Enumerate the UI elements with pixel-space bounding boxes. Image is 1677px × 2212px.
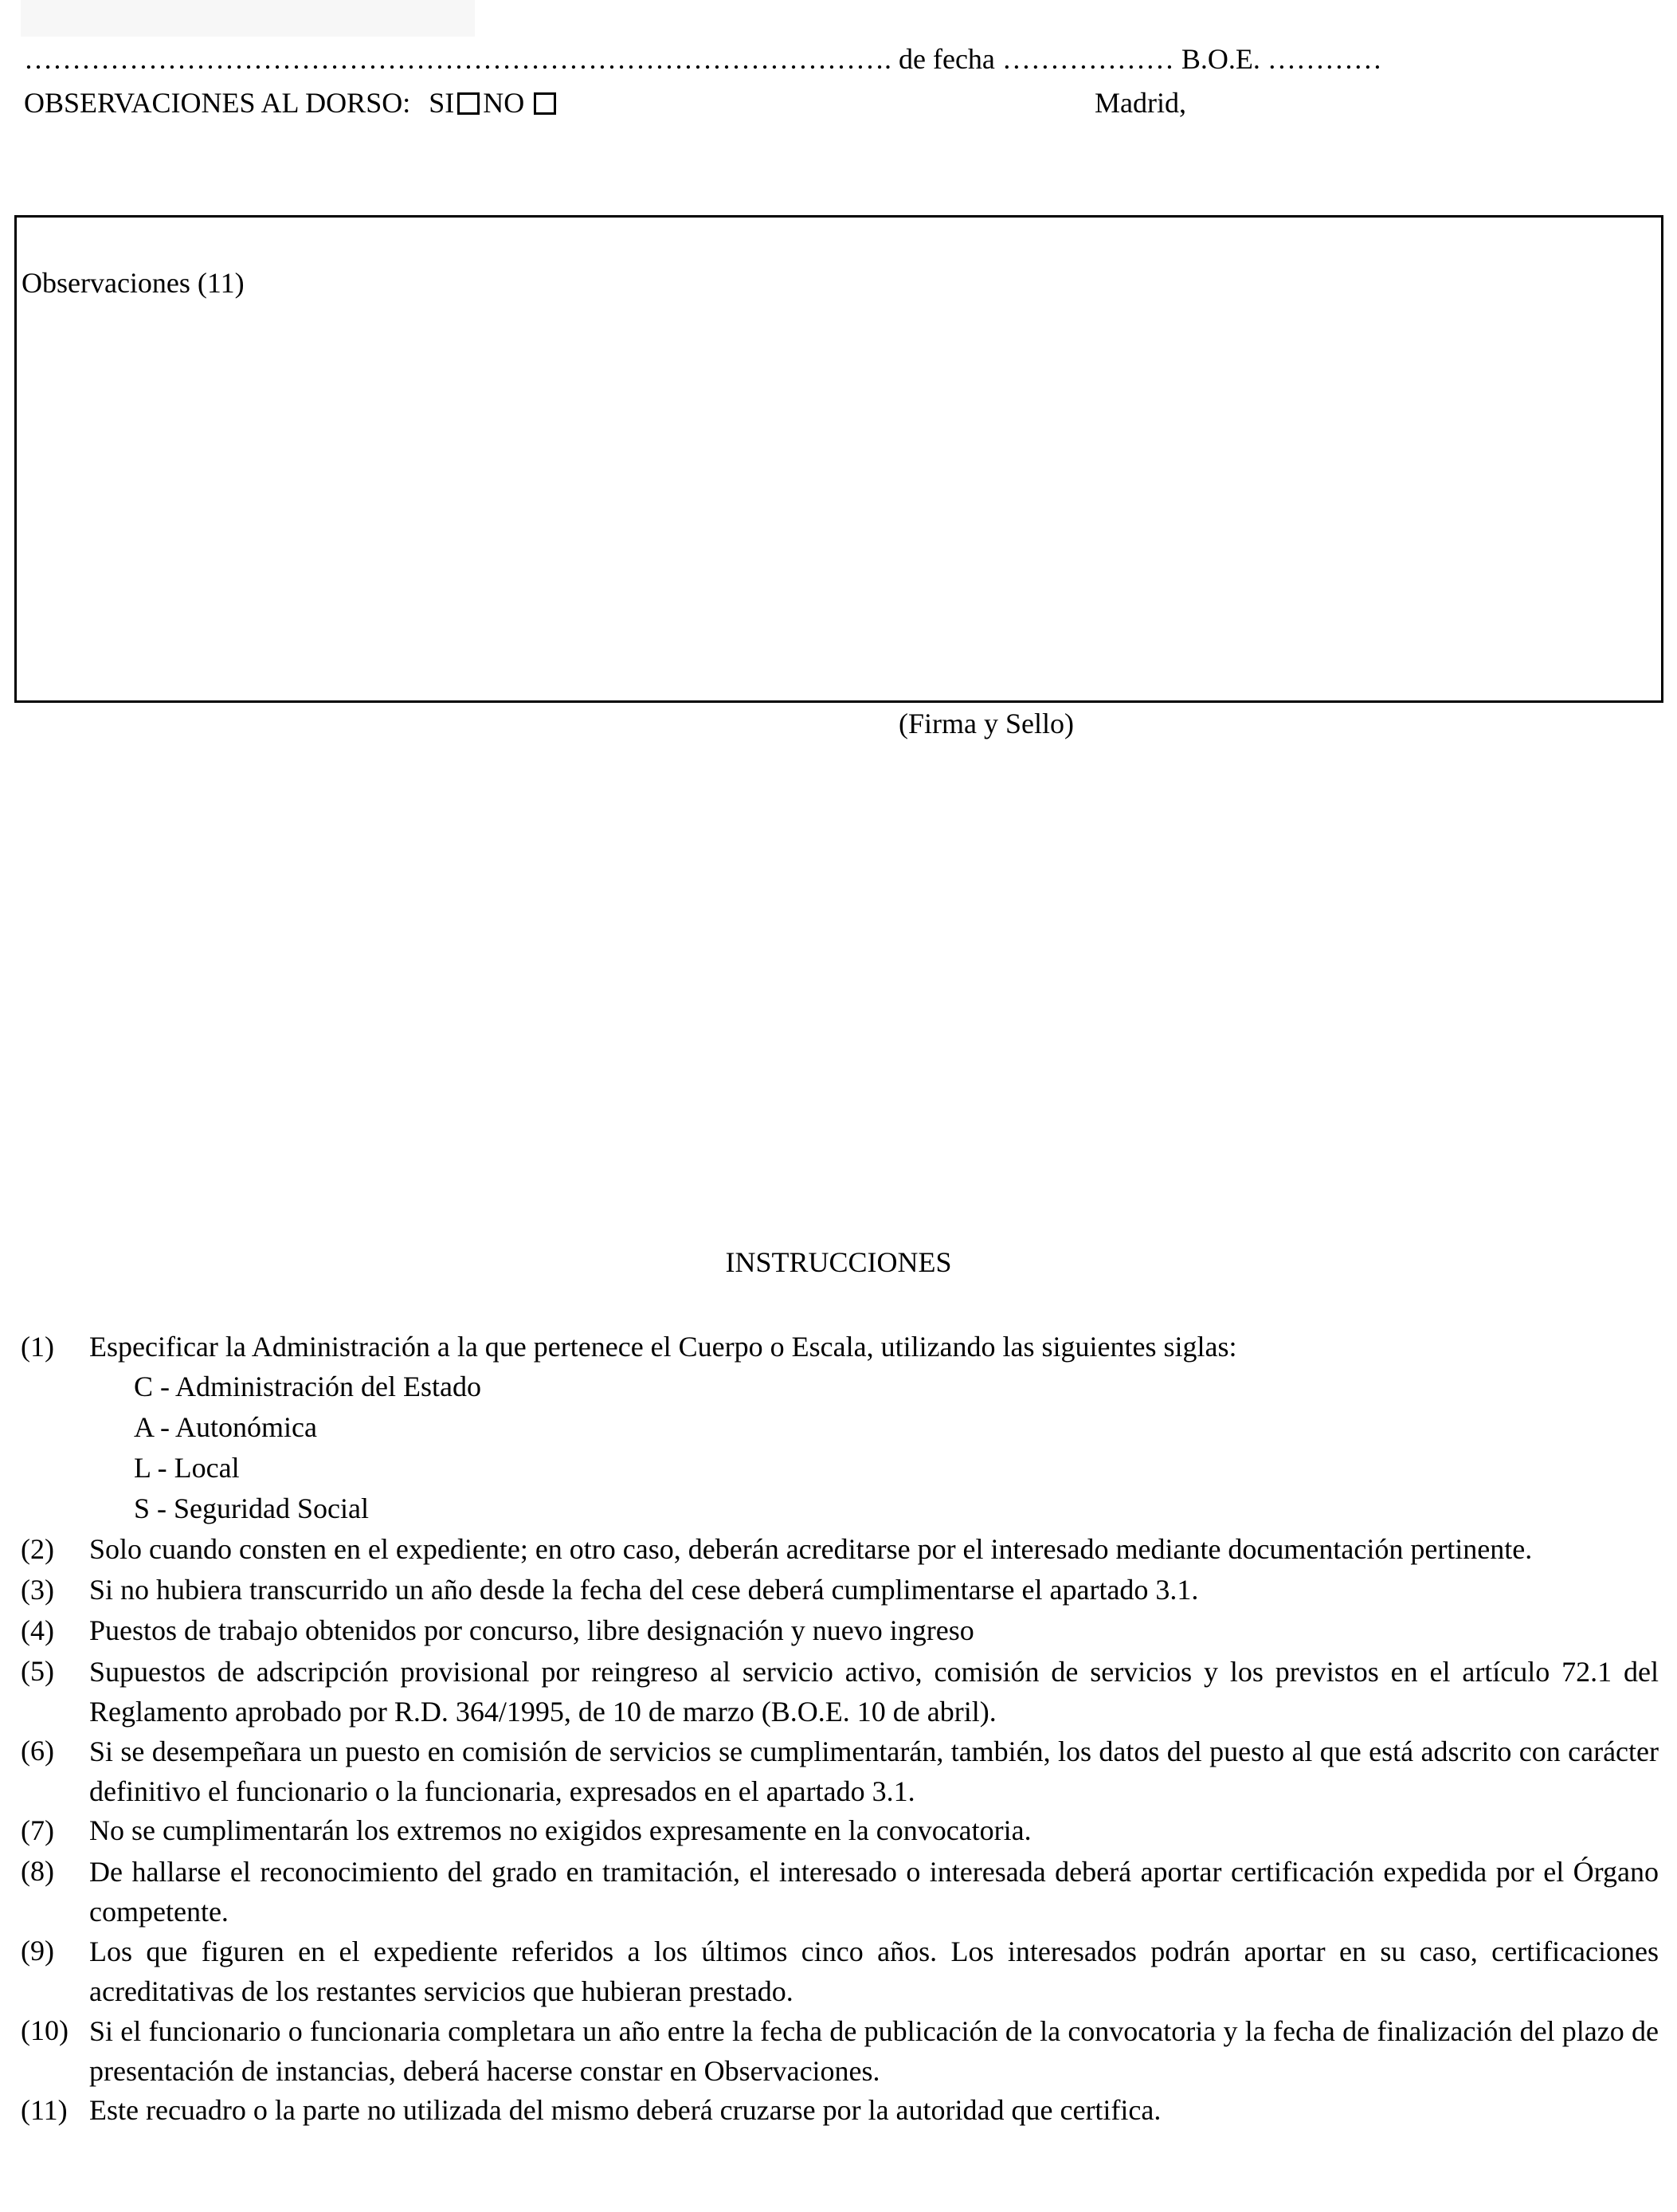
instruction-number: (11) <box>21 2094 68 2126</box>
instruction-number: (6) <box>21 1735 54 1767</box>
instruction-1 <box>21 1328 1662 1527</box>
sigla-estado: C - Administración del Estado <box>134 1371 481 1402</box>
instruction-text: Supuestos de adscripción provisional por reingreso al servicio activo, comisión de servicios y los previstos en el artículo 72.1 del Reglamento aprobado por R.D. 364/1995, de 10 de marzo (B.O.E. 10 de abril). <box>89 1656 1659 1728</box>
instruction-text: Solo cuando consten en el expediente; en otro caso, deberán acreditarse por el interesado mediante documentación pertinente. <box>89 1533 1533 1565</box>
si-checkbox[interactable] <box>457 92 480 115</box>
no-checkbox[interactable] <box>534 92 556 115</box>
instruction-text: Si se desempeñara un puesto en comisión de servicios se cumplimentarán, también, los datos del puesto al que está adscrito con carácter definitivo el funcionario o la funcionaria, expresados en el apartado 3.1. <box>89 1735 1659 1807</box>
no-label: NO <box>483 87 525 119</box>
instruction-number: (9) <box>21 1935 54 1967</box>
firma-sello: (Firma y Sello) <box>899 708 1074 739</box>
madrid-date: Madrid, <box>1095 87 1186 119</box>
si-label: SI <box>429 87 455 119</box>
instruction-number: (7) <box>21 1814 54 1846</box>
instructions-title: INSTRUCCIONES <box>725 1246 952 1278</box>
instruction-text: Este recuadro o la parte no utilizada del mismo deberá cruzarse por la autoridad que certifica. <box>89 2094 1162 2126</box>
observaciones-label: Observaciones (11) <box>22 267 245 299</box>
sigla-seguridad-social: S - Seguridad Social <box>134 1492 369 1524</box>
sigla-autonomica: A - Autonómica <box>134 1411 317 1443</box>
observaciones-dorso-row <box>24 84 559 122</box>
instruction-number: (1) <box>21 1331 54 1363</box>
instruction-number: (5) <box>21 1655 54 1687</box>
observaciones-box[interactable] <box>14 215 1663 703</box>
instruction-text: Si el funcionario o funcionaria completara un año entre la fecha de publicación de la convocatoria y la fecha de finalización del plazo de presentación de instancias, deberá hacerse constar en Observaciones. <box>89 2015 1659 2087</box>
observaciones-dorso-label: OBSERVACIONES AL DORSO: <box>24 87 411 119</box>
instruction-number: (2) <box>21 1533 54 1565</box>
instruction-text: No se cumplimentarán los extremos no exigidos expresamente en la convocatoria. <box>89 1814 1032 1846</box>
instruction-text: Si no hubiera transcurrido un año desde la fecha del cese deberá cumplimentarse el apartado 3.1. <box>89 1574 1199 1606</box>
instruction-number: (8) <box>21 1855 54 1887</box>
header-dotted-line <box>24 40 1382 78</box>
instruction-number: (10) <box>21 2014 69 2046</box>
sigla-local: L - Local <box>134 1452 240 1484</box>
header-dots: ………………………………………………………………………………. <box>24 43 891 75</box>
header-fecha-boe: de fecha ……………… B.O.E. ………… <box>899 43 1382 75</box>
instruction-number: (4) <box>21 1614 54 1646</box>
instruction-text: Especificar la Administración a la que pertenece el Cuerpo o Escala, utilizando las siguientes siglas: <box>89 1331 1237 1363</box>
top-banner <box>21 0 475 37</box>
instruction-text: Puestos de trabajo obtenidos por concurso, libre designación y nuevo ingreso <box>89 1614 974 1646</box>
instruction-text: Los que figuren en el expediente referidos a los últimos cinco años. Los interesados podrán aportar en su caso, certificaciones acreditativas de los restantes servicios que hubieran prestado. <box>89 1936 1659 2007</box>
instruction-number: (3) <box>21 1574 54 1606</box>
instruction-text: De hallarse el reconocimiento del grado en tramitación, el interesado o interesada deberá aportar certificación expedida por el Órgano competente. <box>89 1856 1659 1928</box>
